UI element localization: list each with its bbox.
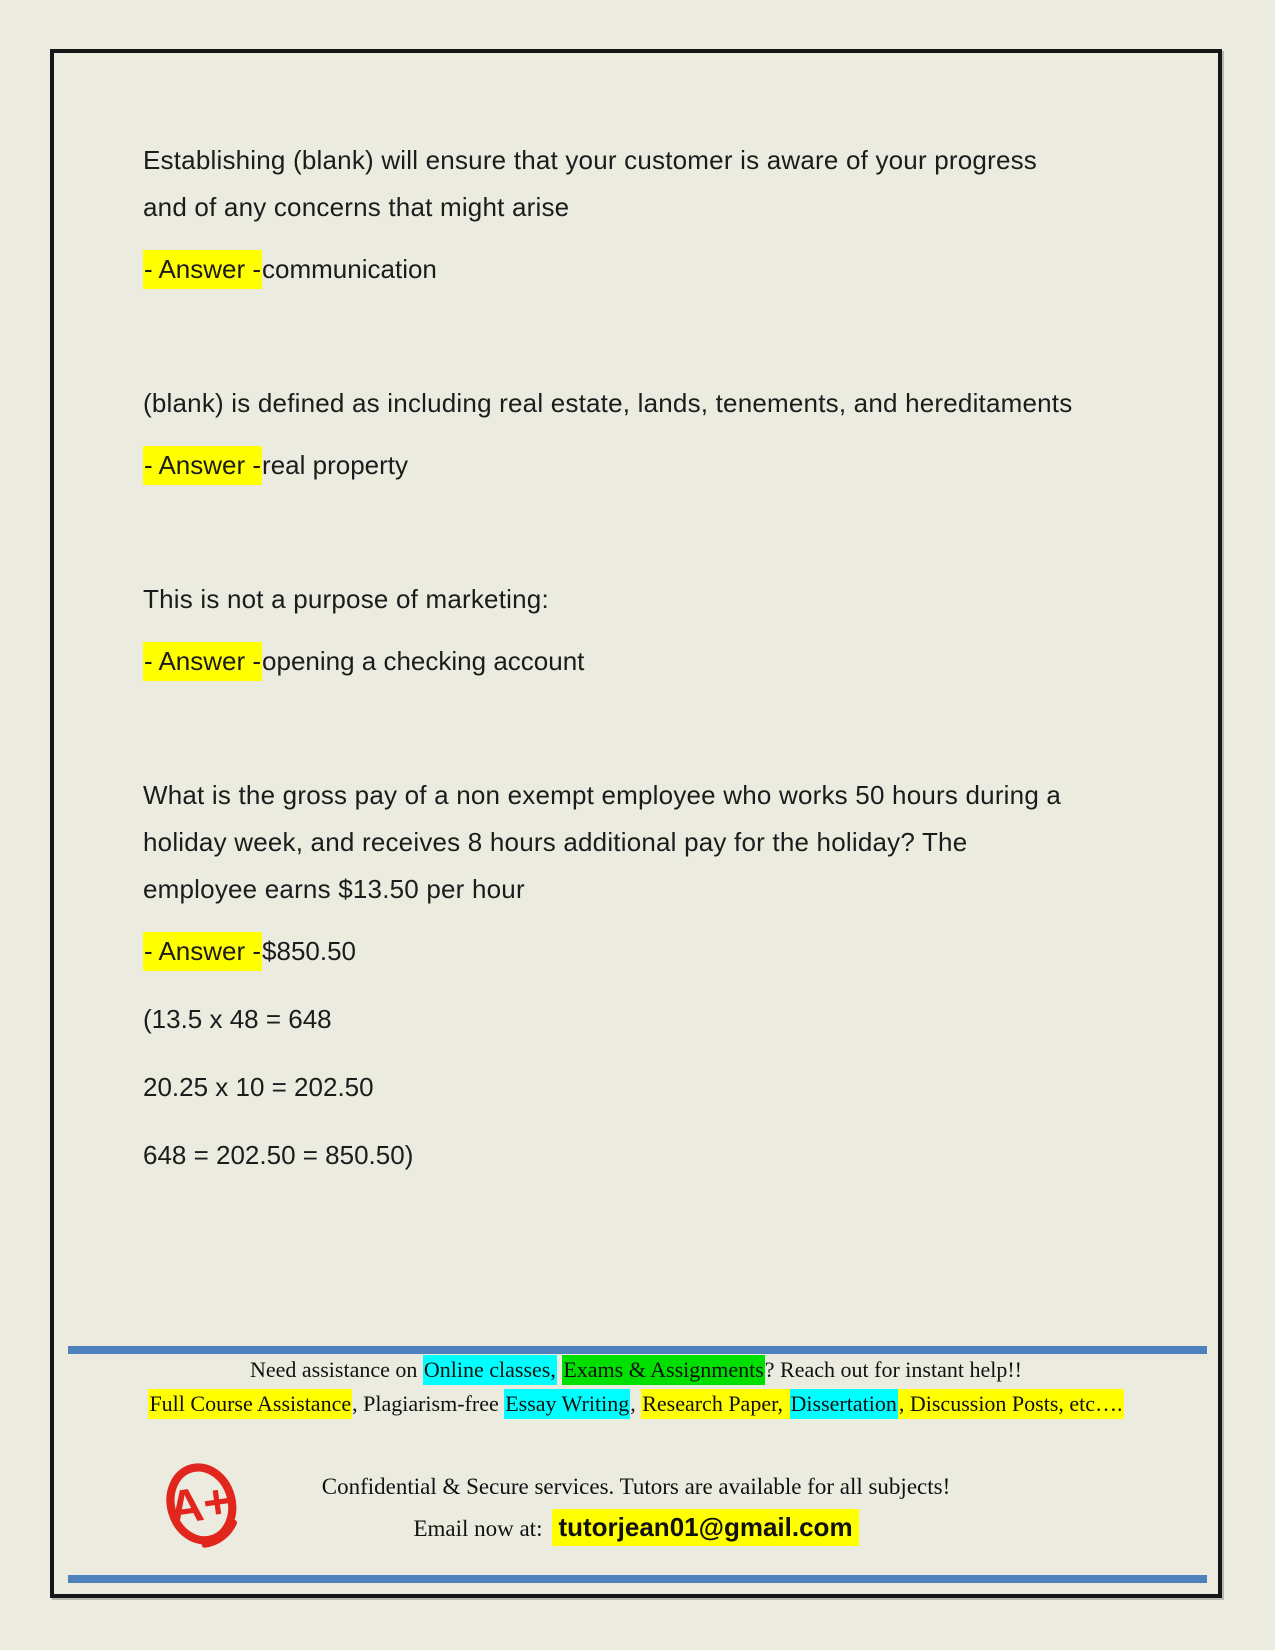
qa-block bbox=[143, 576, 1073, 685]
answer-line bbox=[143, 246, 1073, 293]
qa-content bbox=[143, 137, 1073, 1179]
question-text: What is the gross pay of a non exempt employee who works 50 hours during a holiday week, and receives 8 hours additional pay for the holiday? The employee earns $13.50 per hour bbox=[143, 780, 1062, 904]
email-value: tutorjean01@gmail.com bbox=[552, 1509, 858, 1546]
answer-line bbox=[143, 442, 1073, 489]
question-text: This is not a purpose of marketing: bbox=[143, 584, 549, 614]
promo-segment: Full Course Assistance bbox=[148, 1389, 352, 1419]
answer-line bbox=[143, 928, 1073, 975]
answer-highlight: - Answer - bbox=[143, 932, 262, 971]
qa-block bbox=[143, 380, 1073, 489]
promo-segment: ? Reach out for instant help!! bbox=[764, 1357, 1022, 1382]
answer-text: communication bbox=[262, 254, 437, 284]
answer-line bbox=[143, 638, 1073, 685]
promo-segment: Need assistance on bbox=[249, 1357, 423, 1382]
question-text: (blank) is defined as including real estate, lands, tenements, and hereditaments bbox=[143, 388, 1073, 418]
promo-line-1 bbox=[54, 1355, 1218, 1385]
promo-segment: Exams & Assignments bbox=[562, 1355, 764, 1385]
promo-segment: , Plagiarism-free bbox=[352, 1391, 505, 1416]
blue-divider-top bbox=[68, 1346, 1207, 1354]
calculation-line: (13.5 x 48 = 648 bbox=[143, 1004, 332, 1034]
calculation-line: 648 = 202.50 = 850.50) bbox=[143, 1140, 414, 1170]
answer-text: real property bbox=[262, 450, 408, 480]
promo-segment: , Discussion Posts, etc…. bbox=[898, 1389, 1124, 1419]
promo-line-2 bbox=[54, 1389, 1218, 1419]
qa-block bbox=[143, 772, 1073, 1179]
answer-highlight: - Answer - bbox=[143, 642, 262, 681]
answer-highlight: - Answer - bbox=[143, 446, 262, 485]
email-line bbox=[54, 1512, 1218, 1543]
calculation-line: 20.25 x 10 = 202.50 bbox=[143, 1072, 374, 1102]
answer-text: $850.50 bbox=[262, 936, 357, 966]
promo-segment: Essay Writing bbox=[504, 1389, 630, 1419]
blue-divider-bottom bbox=[68, 1575, 1207, 1583]
answer-highlight: - Answer - bbox=[143, 250, 262, 289]
question-text: Establishing (blank) will ensure that your customer is aware of your progress and of any concerns that might arise bbox=[143, 145, 1038, 222]
promo-segment: Research Paper, bbox=[641, 1389, 789, 1419]
promo-segment: Dissertation bbox=[790, 1389, 898, 1419]
promo-segment: Online classes, bbox=[423, 1355, 557, 1385]
email-label: Email now at: bbox=[413, 1516, 543, 1541]
promo-segment: , bbox=[630, 1391, 642, 1416]
answer-text: opening a checking account bbox=[262, 646, 585, 676]
page-border-frame bbox=[50, 49, 1222, 1598]
confidential-text: Confidential & Secure services. Tutors are available for all subjects! bbox=[321, 1474, 951, 1499]
svg-text:A+: A+ bbox=[165, 1474, 235, 1536]
qa-block bbox=[143, 137, 1073, 293]
